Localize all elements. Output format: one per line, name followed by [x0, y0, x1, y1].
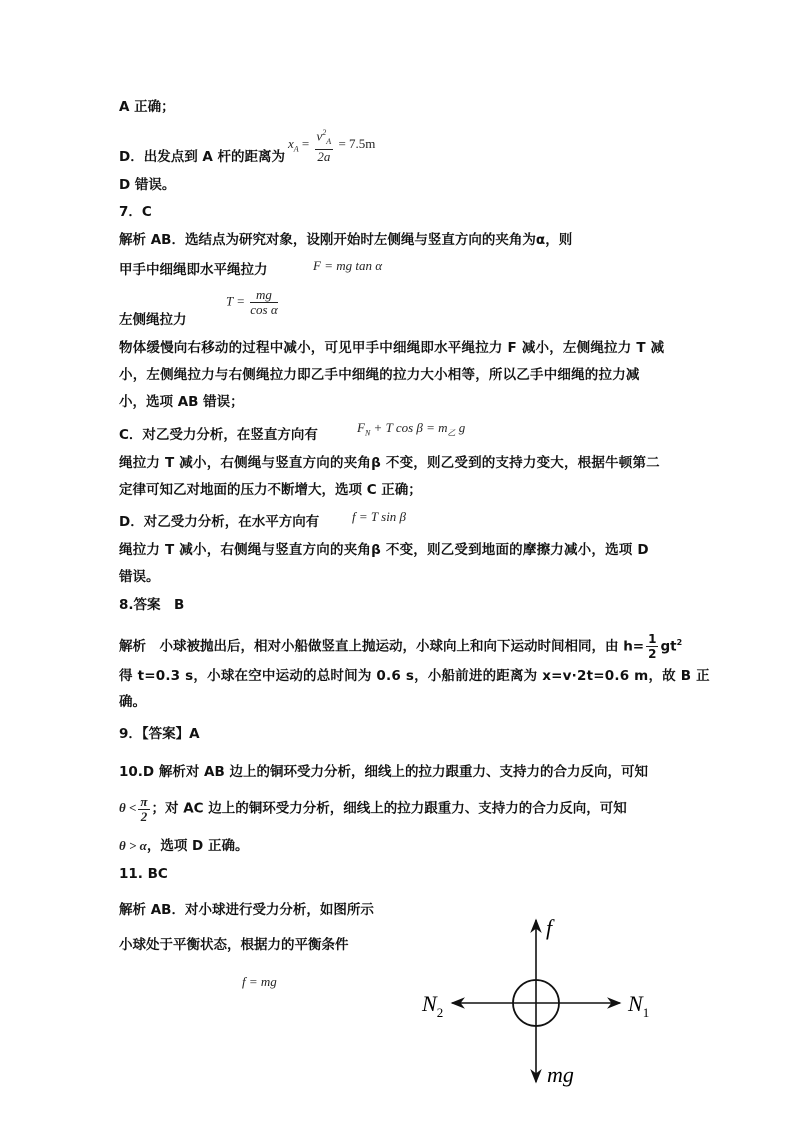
ball-circle: [513, 980, 559, 1026]
text-line-4: 7．C: [119, 204, 152, 220]
text-line-1: A 正确；: [119, 99, 175, 115]
text-line-27: 小球处于平衡状态，根据力的平衡条件: [119, 937, 349, 953]
label-f: f: [546, 915, 553, 940]
text-line-21: 9．【答案】A: [119, 726, 200, 742]
text-line-20: 确。: [119, 694, 146, 710]
formula-t-cos: T = $\frac{mg}{\text{cos α}}$: [226, 287, 278, 317]
text-line-24: θ > α，选项 D 正确。: [119, 838, 249, 854]
formula-f-mg: f = mg: [242, 974, 277, 989]
text-line-10: 小，选项 AB 错误；: [119, 394, 244, 410]
text-line-25: 11. BC: [119, 866, 168, 882]
formula-h-frac: $\frac{1}{2}$: [648, 632, 657, 661]
text-line-5: 解析 AB．选结点为研究对象，设刚开始时左侧绳与竖直方向的夹角为α，则: [119, 232, 573, 248]
text-line-22: 10.D 解析对 AB 边上的铜环受力分析，细线上的拉力跟重力、支持力的合力反向，可知: [119, 764, 648, 780]
text-line-26: 解析 AB．对小球进行受力分析，如图所示: [119, 902, 374, 918]
text-line-17: 8.答案 B: [119, 597, 185, 613]
formula-f-sin: f = T sin β: [352, 509, 407, 524]
text-line-9: 小，左侧绳拉力与右侧绳拉力即乙手中细绳的拉力大小相等，所以乙手中细绳的拉力减: [119, 367, 640, 383]
text-line-18: 解析 小球被抛出后，相对小船做竖直上抛运动，小球向上和向下运动时间相同，由 h= $\frac{1}{2}$ $gt^2$: [119, 632, 683, 661]
text-line-19: 得 t=0.3 s，小球在空中运动的总时间为 0.6 s，小船前进的距离为 x=v·2t=0.6 m，故 B 正: [119, 668, 710, 684]
text-line-3: D 错误。: [119, 177, 176, 193]
formula-theta-pi: θ < $\frac{\pi}{2}$: [119, 794, 148, 824]
label-mg: mg: [547, 1062, 574, 1087]
formula-f-tan: F = mg tan α: [313, 258, 383, 273]
text-line-15: 绳拉力 T 减小，右侧绳与竖直方向的夹角β 不变，则乙受到地面的摩擦力减小，选项 D: [119, 542, 649, 558]
label-n1: $N_1$: [628, 991, 650, 1020]
text-line-7: 左侧绳拉力: [119, 312, 187, 328]
text-line-11: C．对乙受力分析，在竖直方向有: [119, 427, 318, 443]
label-n2: $N_2$: [422, 991, 444, 1020]
text-line-2: D．出发点到 A 杆的距离为: [119, 149, 286, 165]
text-line-13: 定律可知乙对地面的压力不断增大，选项 C 正确；: [119, 482, 422, 498]
text-line-6: 甲手中细绳即水平绳拉力: [119, 262, 268, 278]
formula-fn: $F_N + T$ $\cos \beta = m_乙$ g: [357, 420, 466, 438]
text-line-16: 错误。: [119, 569, 160, 585]
text-line-14: D．对乙受力分析，在水平方向有: [119, 514, 320, 530]
text-line-8: 物体缓慢向右移动的过程中减小，可见甲手中细绳即水平绳拉力 F 减小，左侧绳拉力 T 减: [119, 340, 665, 356]
text-line-23: θ < $\frac{\pi}{2}$ ；对 AC 边上的铜环受力分析，细线上的拉力跟重力、支持力的合力反向，可知: [119, 794, 627, 824]
formula-xa: $x_A$ = $\frac{v^2_A}{2a}$ = 7.5m: [288, 128, 376, 164]
formula-theta-alpha: θ > α: [119, 838, 147, 853]
text-line-12: 绳拉力 T 减小，右侧绳与竖直方向的夹角β 不变，则乙受到的支持力变大，根据牛顿第二: [119, 455, 660, 471]
